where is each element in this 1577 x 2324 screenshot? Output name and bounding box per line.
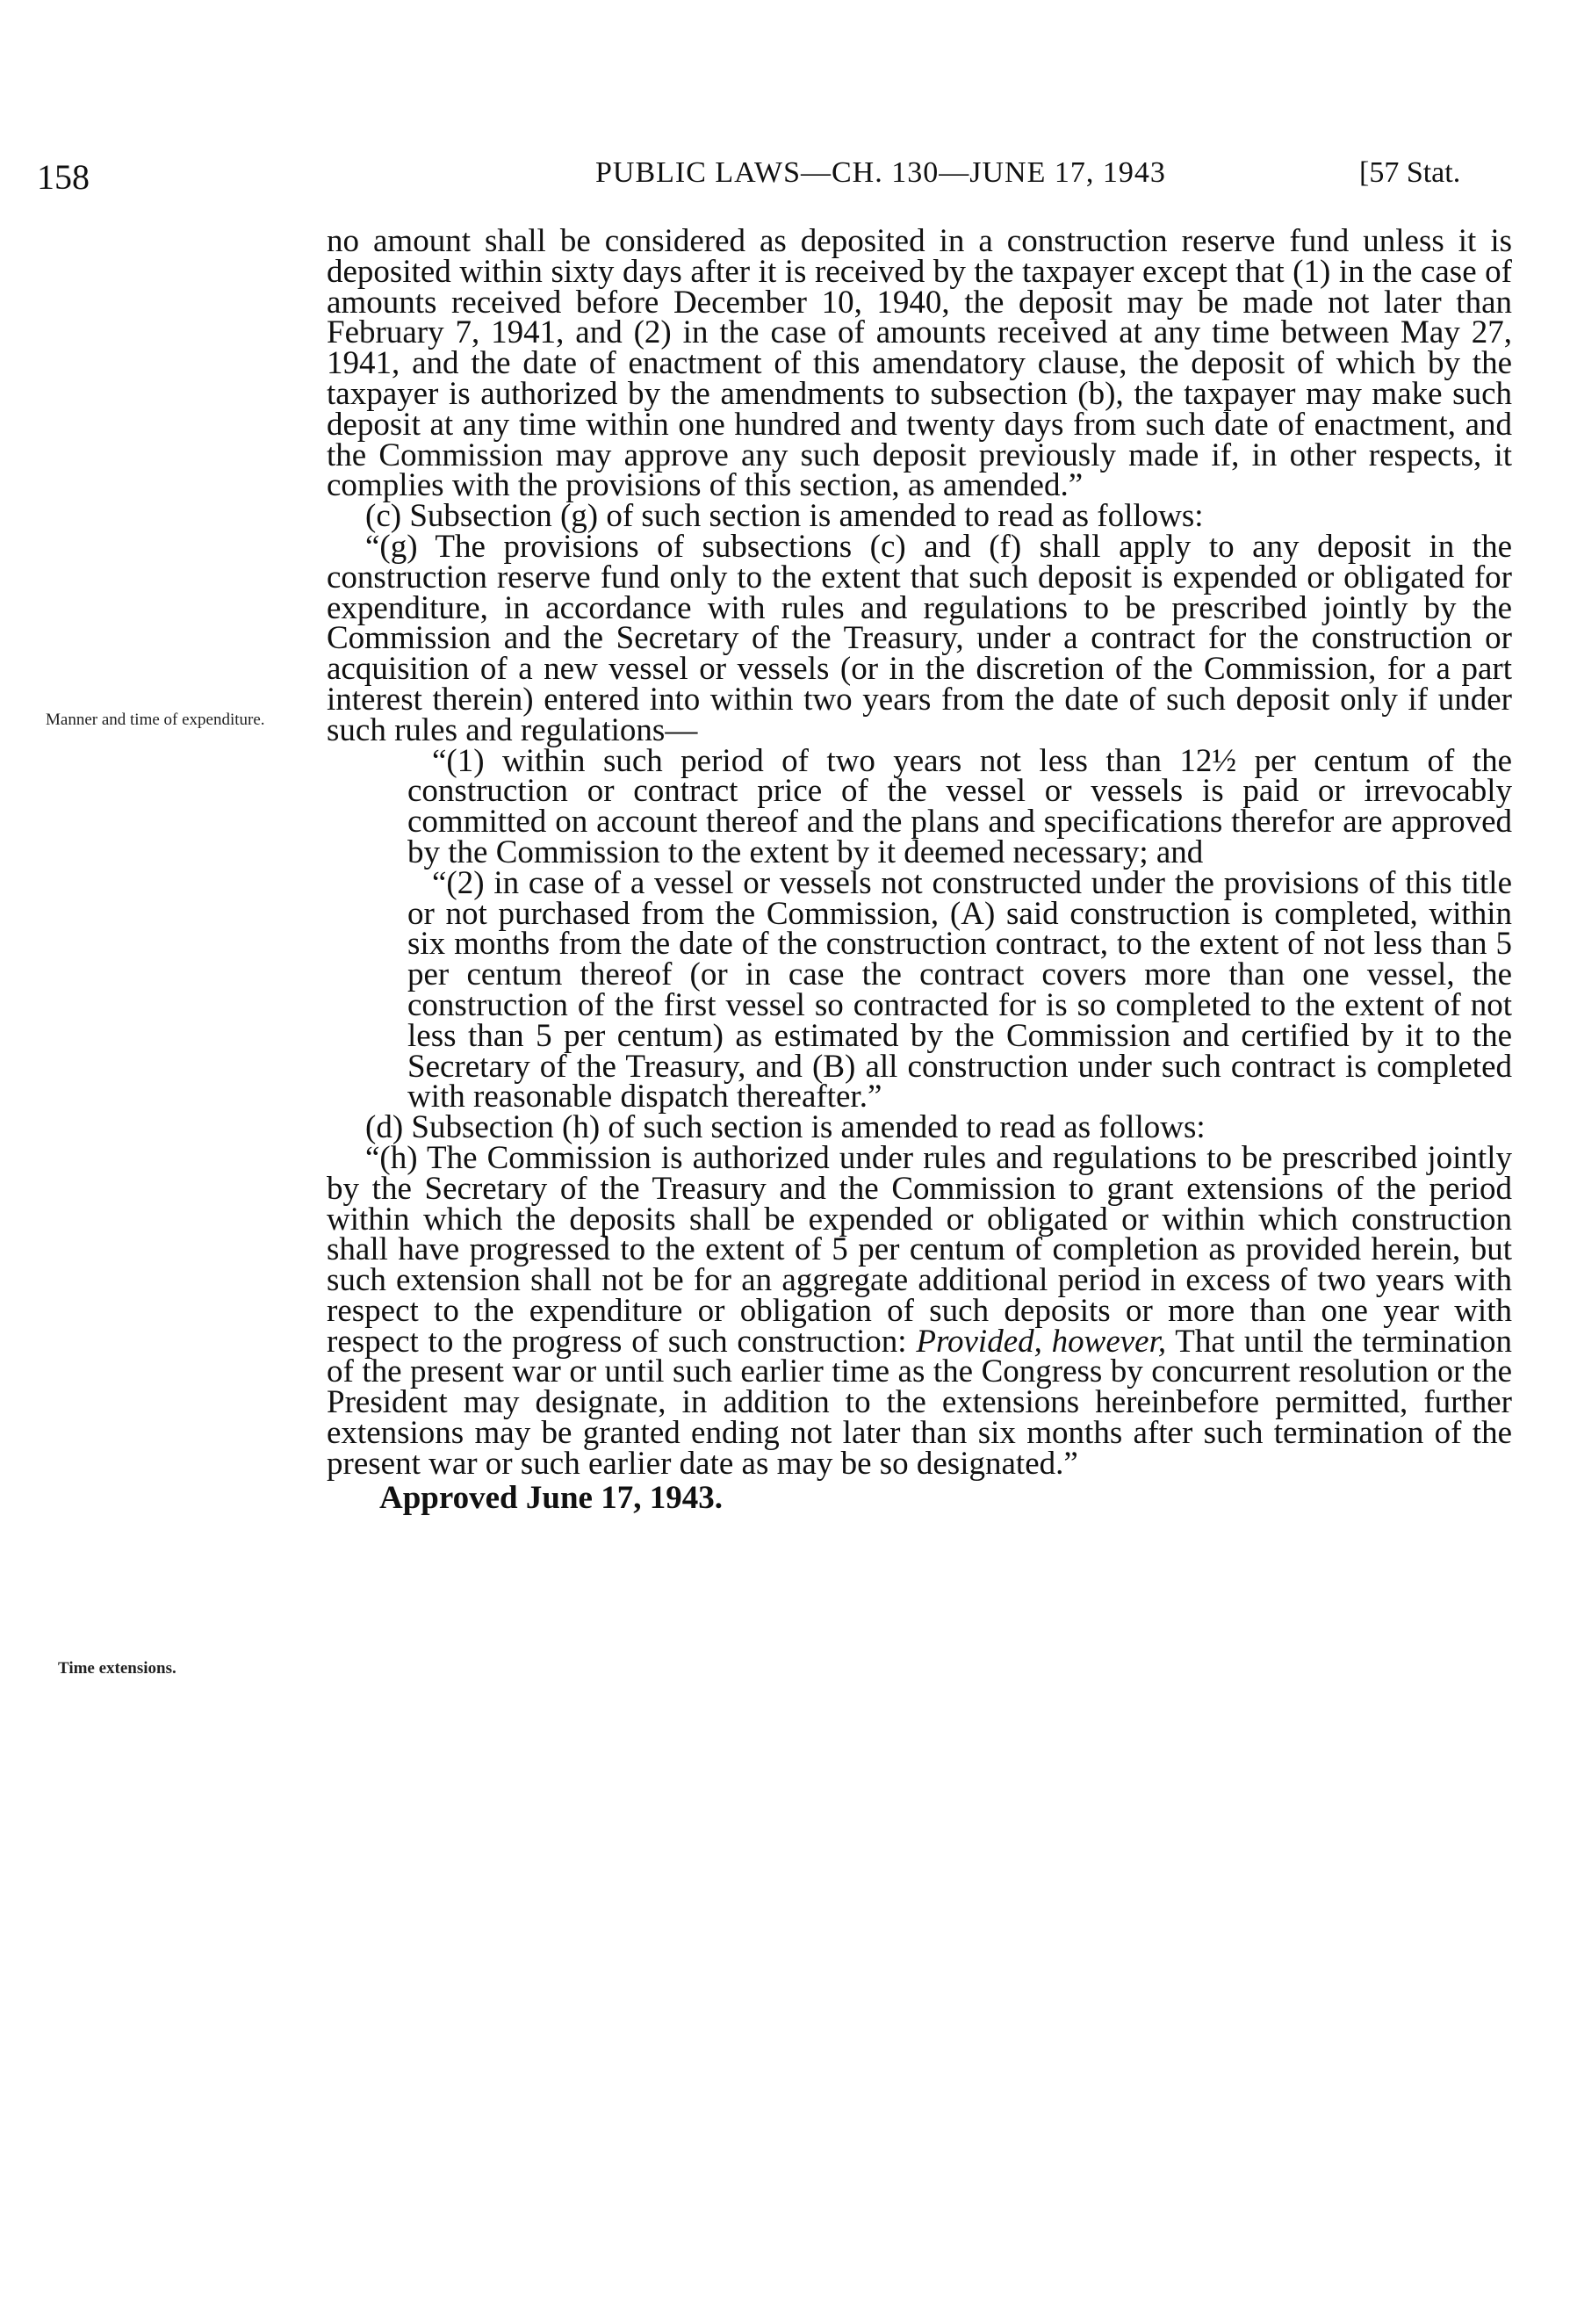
running-head — [0, 156, 1577, 195]
subsection-h-proviso: That until the termination of the present war or until such earlier time as the Congress by concurrent resolution or the President may designate, in addition to the extensions hereinbefore permitted, further extensions may be granted ending not later than six months after such termination of the present war or such earlier date as may be so designated.” — [327, 1323, 1512, 1482]
paragraph-subsection-h — [327, 1139, 1512, 1482]
approval-date: Approved June 17, 1943. — [379, 1479, 723, 1516]
margin-note-time-extensions: Time extensions. — [58, 1659, 176, 1678]
paragraph-subsection-c: (c) Subsection (g) of such section is amended to read as follows: — [365, 498, 1204, 535]
statute-body — [327, 223, 1512, 1516]
statute-reference: [57 Stat. — [1359, 156, 1461, 189]
paragraph-subsection-d: (d) Subsection (h) of such section is amended to read as follows: — [365, 1109, 1206, 1146]
clause-g-2: “(2) in case of a vessel or vessels not constructed under the provisions of this title or not purchased from the Commission, (A) said construction is completed, within six months from the date of the construction contract, to the extent of not less than 5 per centum thereof (or in case the contract covers more than one vessel, the construction of the first vessel so contracted for is so completed to the extent of not less than 5 per centum) as estimated by the Commission and certified by it to the Secretary of the Treasury, and (B) all construction under such contract is completed with reasonable dispatch thereafter.” — [407, 864, 1512, 1115]
paragraph-opening: no amount shall be considered as deposited in a construction reserve fund unless it is deposited within sixty days after it is received by the taxpayer except that (1) in the case of amounts received before December 10, 1940, the deposit may be made not later than February 7, 1941, and (2) in the case of amounts received at any time between May 27, 1941, and the date of enactment of this amendatory clause, the deposit of which by the taxpayer is authorized by the amendments to subsection (b), the taxpayer may make such deposit at any time within one hundred and twenty days from such date of enactment, and the Commission may approve any such deposit previously made if, in other respects, it complies with the provisions of this section, as amended.” — [327, 223, 1512, 504]
paragraph-subsection-g: “(g) The provisions of subsections (c) and (f) shall apply to any deposit in the construction reserve fund only to the extent that such deposit is expended or obligated for expenditure, in accordance with rules and regulations to be prescribed jointly by the Commission and the Secretary of the Treasury, under a contract for the construction or acquisition of a new vessel or vessels (or in the discretion of the Commission, for a part interest therein) entered into within two years from the date of such deposit only if under such rules and regulations— — [327, 528, 1512, 748]
running-head-title: PUBLIC LAWS—CH. 130—JUNE 17, 1943 — [595, 156, 1166, 189]
page-number: 158 — [37, 157, 90, 197]
subsection-g-clauses — [327, 742, 1512, 1115]
clause-g-1: “(1) within such period of two years not less than 12½ per centum of the construction or contract price of the vessel or vessels is paid or irrevocably committed on account thereof and the plans and specifications therefor are approved by the Commission to the extent by it deemed necessary; and — [407, 742, 1512, 870]
margin-note-manner-and-time: Manner and time of expenditure. — [46, 711, 265, 729]
proviso-italic: Provided, however, — [916, 1323, 1167, 1360]
subsection-h-text: “(h) The Commission is authorized under rules and regulations to be prescribed jointly by the Secretary of the Treasury and the Commission to grant extensions of the period within which the deposits shall be expended or obligated or within which construction shall have progressed to the extent of 5 per centum of completion as provided herein, but such extension shall not be for an aggregate additional period in excess of two years with respect to the expenditure or obligation of such deposits or more than one year with respect to the progress of such construction: — [327, 1139, 1512, 1360]
